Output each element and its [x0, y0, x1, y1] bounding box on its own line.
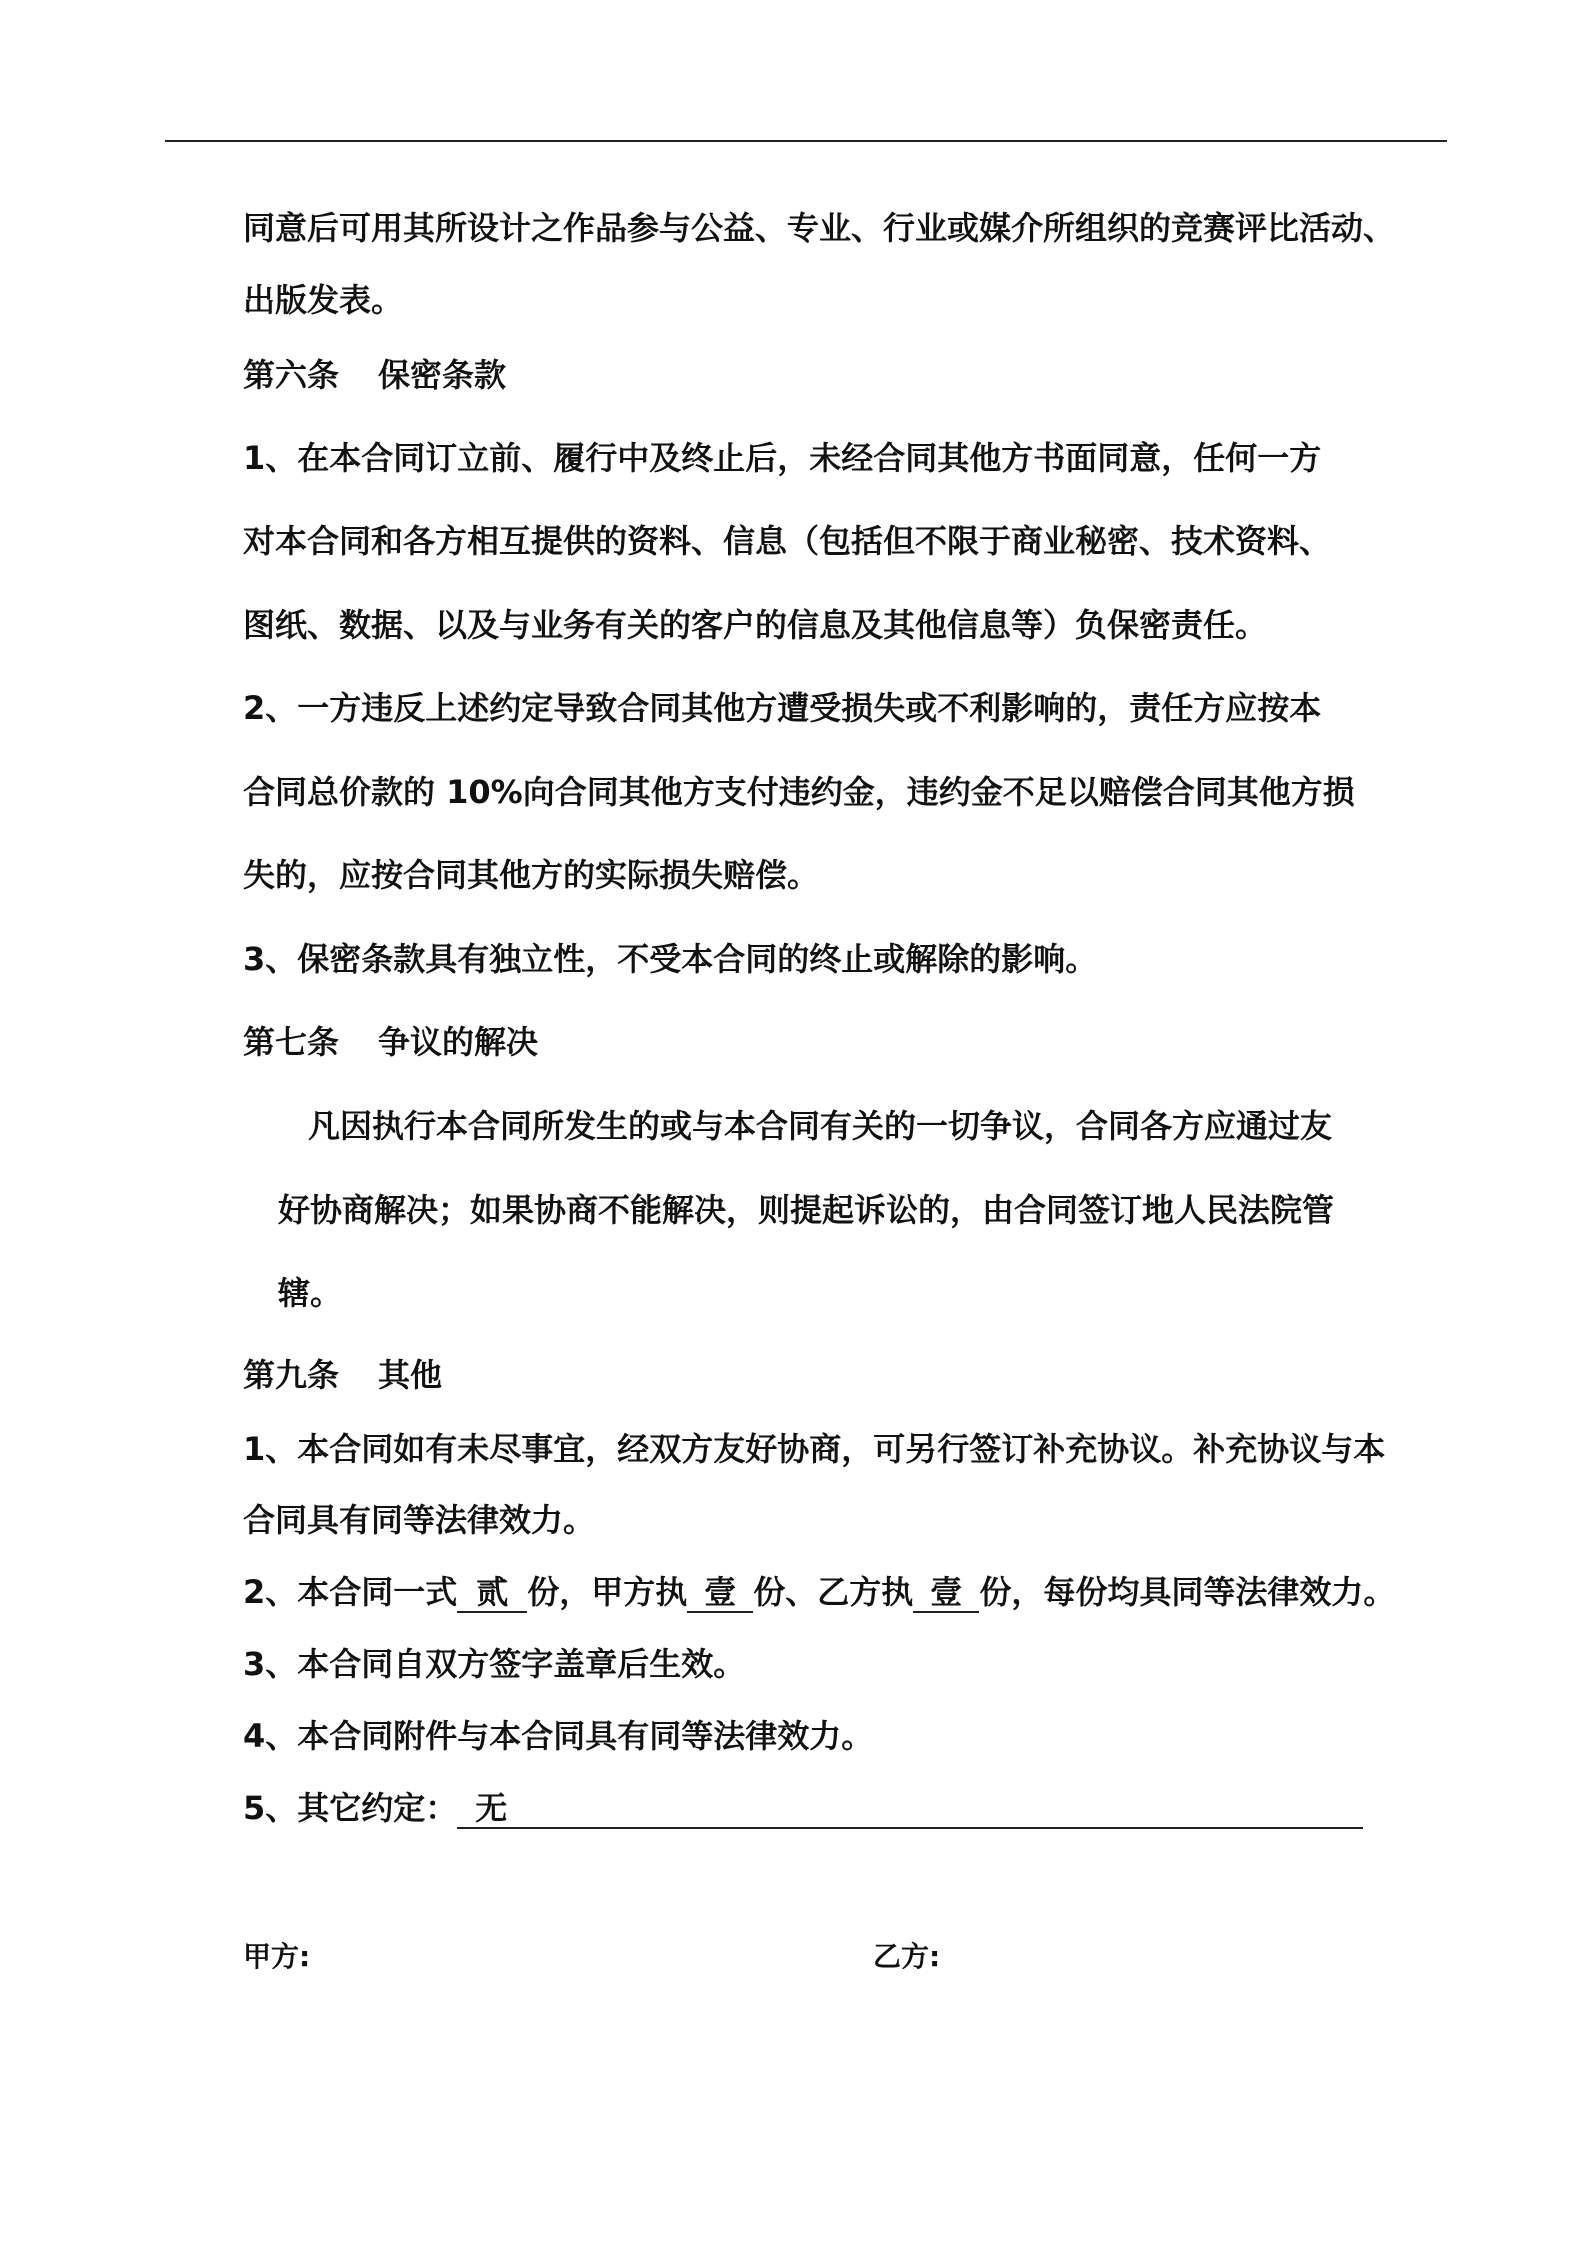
party-b-signature-label: 乙方:	[873, 1940, 941, 1973]
clause-line: 合同具有同等法律效力。	[243, 1501, 596, 1539]
clause-text: 2、本合同一式	[243, 1573, 458, 1611]
party-a-signature-label: 甲方:	[243, 1940, 311, 1973]
party-b-copies-field: 壹	[913, 1573, 979, 1613]
clause-line: 失的，应按合同其他方的实际损失赔偿。	[243, 856, 820, 894]
article-7-heading	[243, 1020, 538, 1064]
clause-text: 份、乙方执	[753, 1573, 914, 1611]
clause-line: 3、本合同自双方签字盖章后生效。	[243, 1645, 746, 1683]
clause-line: 辖。	[278, 1274, 343, 1312]
clause-line: 4、本合同附件与本合同具有同等法律效力。	[243, 1717, 874, 1755]
other-agreements-clause	[243, 1786, 1363, 1830]
paragraph-line: 出版发表。	[243, 281, 404, 319]
clause-line: 凡因执行本合同所发生的或与本合同有关的一切争议，合同各方应通过友	[308, 1107, 1333, 1145]
copies-count-field: 贰	[457, 1573, 527, 1613]
clause-line: 好协商解决；如果协商不能解决，则提起诉讼的，由合同签订地人民法院管	[278, 1191, 1335, 1229]
copies-clause	[243, 1570, 1395, 1614]
article-title: 保密条款	[378, 356, 507, 394]
article-number: 第九条	[243, 1356, 340, 1394]
article-6-heading	[243, 353, 506, 397]
clause-line: 合同总价款的 10%向合同其他方支付违约金，违约金不足以赔偿合同其他方损	[243, 773, 1355, 811]
header-rule	[165, 140, 1447, 142]
article-title: 其他	[378, 1356, 443, 1394]
clause-line: 1、在本合同订立前、履行中及终止后，未经合同其他方书面同意，任何一方	[243, 439, 1322, 477]
article-number: 第七条	[243, 1023, 340, 1061]
clause-line: 2、一方违反上述约定导致合同其他方遭受损失或不利影响的，责任方应按本	[243, 689, 1322, 727]
party-a-copies-field: 壹	[687, 1573, 753, 1613]
paragraph-line: 同意后可用其所设计之作品参与公益、专业、行业或媒介所组织的竞赛评比活动、	[243, 209, 1396, 247]
article-9-heading	[243, 1353, 442, 1397]
clause-line: 1、本合同如有未尽事宜，经双方友好协商，可另行签订补充协议。补充协议与本	[243, 1430, 1386, 1468]
clause-text: 份，甲方执	[527, 1573, 688, 1611]
clause-line: 对本合同和各方相互提供的资料、信息（包括但不限于商业秘密、技术资料、	[243, 522, 1332, 560]
clause-line: 图纸、数据、以及与业务有关的客户的信息及其他信息等）负保密责任。	[243, 606, 1268, 644]
clause-line: 3、保密条款具有独立性，不受本合同的终止或解除的影响。	[243, 940, 1098, 978]
article-title: 争议的解决	[378, 1023, 539, 1061]
clause-text: 份，每份均具同等法律效力。	[979, 1573, 1396, 1611]
article-number: 第六条	[243, 356, 340, 394]
other-agreements-field: 无	[457, 1789, 1363, 1829]
clause-label: 5、其它约定：	[243, 1789, 458, 1827]
